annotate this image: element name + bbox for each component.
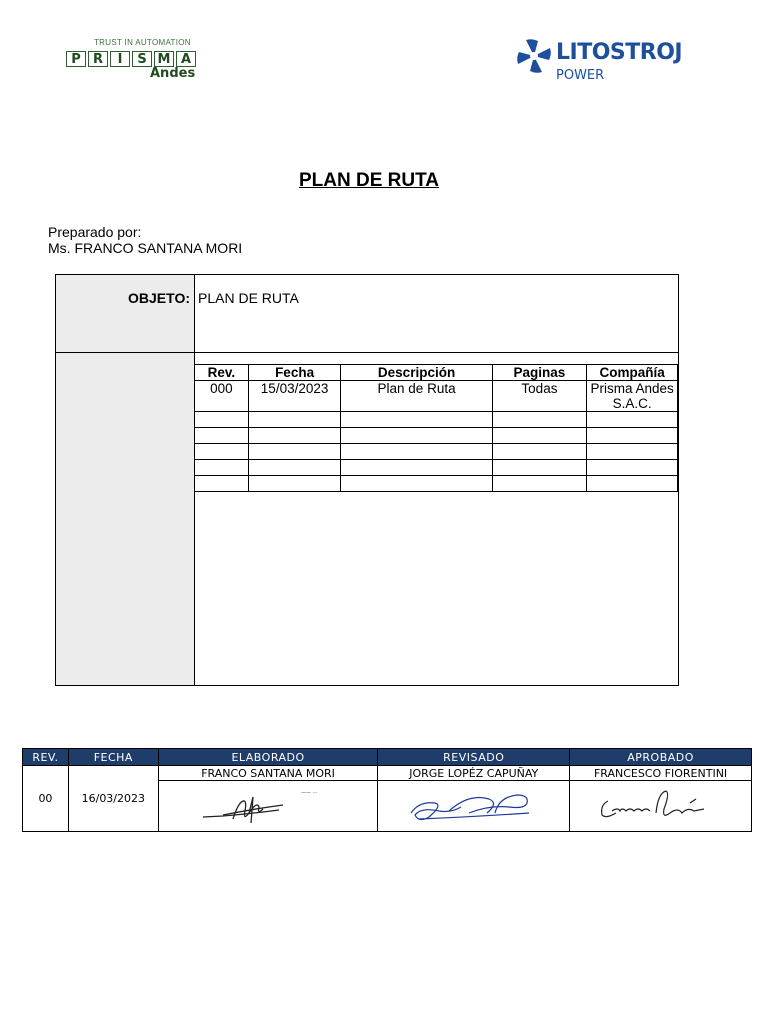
prisma-andes-text: Andes: [150, 66, 196, 81]
svg-text:—— ···: —— ···: [301, 790, 318, 796]
document-title: PLAN DE RUTA: [298, 170, 440, 191]
table-row: [195, 476, 678, 492]
table-row: [195, 412, 678, 428]
prisma-letter: A: [176, 51, 196, 67]
prisma-tagline: TRUST IN AUTOMATION: [94, 38, 191, 47]
cell-descripcion: Plan de Ruta: [341, 381, 492, 412]
aprobado-name: FRANCESCO FIORENTINI: [570, 766, 752, 781]
litostroj-logo: [516, 38, 716, 90]
cell-compania-line1: Prisma Andes: [590, 381, 674, 396]
table-row: [195, 460, 678, 476]
signature-francesco: [586, 783, 736, 829]
cell-paginas: Todas: [492, 381, 587, 412]
left-shaded-column: [56, 275, 195, 685]
aprobado-signature: [570, 781, 752, 832]
revisado-signature: [378, 781, 570, 832]
col-header-descripcion: Descripción: [341, 365, 492, 381]
approval-header-elaborado: ELABORADO: [158, 749, 378, 766]
prepared-by-label: Preparado por:: [48, 224, 142, 240]
cell-fecha: 15/03/2023: [248, 381, 341, 412]
signature-franco: [193, 783, 343, 829]
revisado-name: JORGE LOPÉZ CAPUÑAY: [378, 766, 570, 781]
col-header-compania: Compañía: [587, 365, 678, 381]
cell-compania: [587, 381, 678, 412]
table-row: [195, 381, 678, 412]
litostroj-turbine-icon: [516, 38, 552, 74]
col-header-paginas: Paginas: [492, 365, 587, 381]
cell-rev: 000: [195, 381, 249, 412]
prisma-letter: R: [88, 51, 108, 67]
revision-table: [194, 352, 678, 492]
signature-jorge: [399, 783, 549, 829]
prisma-letter: M: [154, 51, 174, 67]
litostroj-power: POWER: [556, 68, 605, 83]
objeto-label: OBJETO:: [128, 290, 190, 306]
approval-table: [22, 748, 752, 832]
approval-header-fecha: FECHA: [68, 749, 158, 766]
approval-fecha: 16/03/2023: [68, 766, 158, 832]
col-header-rev: Rev.: [195, 365, 249, 381]
approval-header-revisado: REVISADO: [378, 749, 570, 766]
prisma-andes-logo: [64, 38, 224, 86]
prisma-letter: I: [110, 51, 130, 67]
approval-rev: 00: [23, 766, 69, 832]
litostroj-name: LITOSTROJ: [556, 40, 683, 65]
prisma-letter: S: [132, 51, 152, 67]
approval-names-row: [23, 766, 752, 781]
prisma-wordmark: [66, 51, 196, 67]
table-spacer-row: [195, 352, 678, 365]
prepared-by-name: Ms. FRANCO SANTANA MORI: [48, 240, 243, 256]
elaborado-name: FRANCO SANTANA MORI: [158, 766, 378, 781]
col-header-fecha: Fecha: [248, 365, 341, 381]
table-row: [195, 428, 678, 444]
cell-compania-line2: S.A.C.: [612, 396, 652, 411]
objeto-value: PLAN DE RUTA: [198, 290, 299, 306]
object-revision-box: [55, 274, 679, 686]
elaborado-signature: [158, 781, 378, 832]
approval-header-row: [23, 749, 752, 766]
prisma-letter: P: [66, 51, 86, 67]
table-header-row: [195, 365, 678, 381]
approval-header-aprobado: APROBADO: [570, 749, 752, 766]
table-row: [195, 444, 678, 460]
approval-header-rev: REV.: [23, 749, 69, 766]
